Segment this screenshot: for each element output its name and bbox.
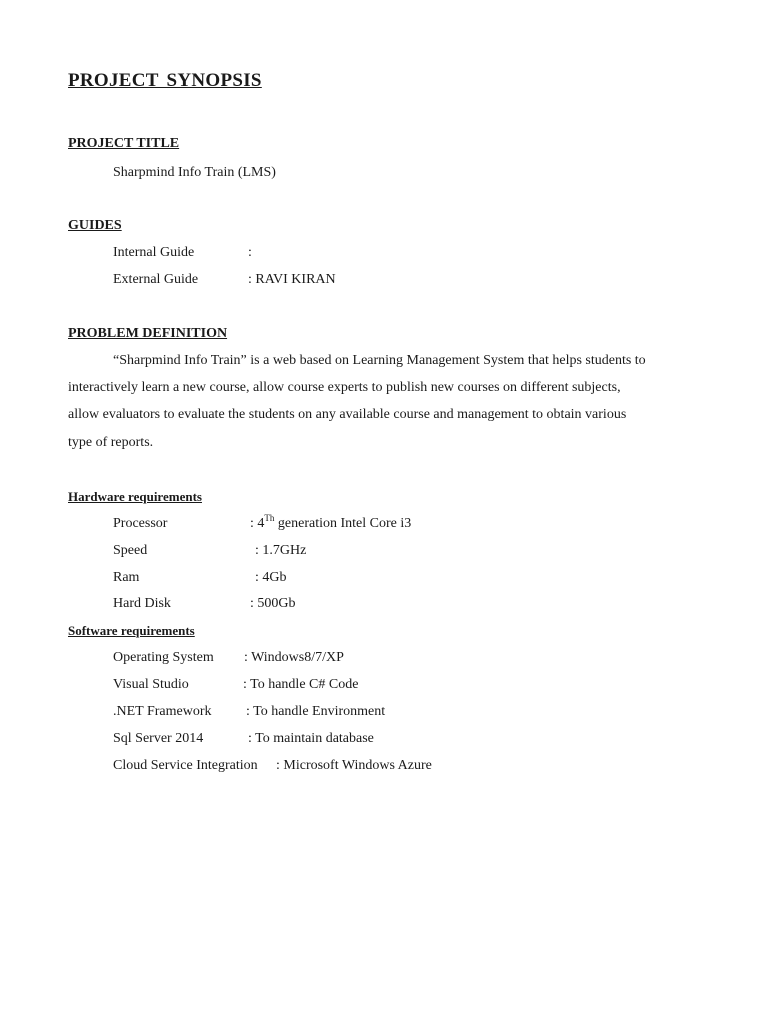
visual-studio-value: : To handle C# Code [243,677,359,692]
speed-label: Speed [113,543,148,558]
processor-value [250,513,412,532]
processor-label: Processor [113,516,168,531]
hard-disk-label: Hard Disk [113,596,171,611]
processor-value-suffix: generation Intel Core i3 [274,516,412,531]
problem-line: interactively learn a new course, allow course experts to publish new courses on different subjects, [68,380,621,395]
project-title-heading: PROJECT TITLE [68,136,180,151]
hard-disk-value: : 500Gb [250,596,296,611]
processor-value-prefix: : 4 [250,516,265,531]
sql-server-label: Sql Server 2014 [113,731,204,746]
guides-heading: GUIDES [68,218,122,233]
project-title-value: Sharpmind Info Train (LMS) [113,165,276,180]
software-heading: Software requirements [68,623,195,638]
dotnet-label: .NET Framework [113,704,212,719]
internal-guide-label: Internal Guide [113,245,195,260]
ram-value: : 4Gb [255,570,287,585]
cloud-value: : Microsoft Windows Azure [276,758,432,773]
cloud-label: Cloud Service Integration [113,758,258,773]
os-value: : Windows8/7/XP [244,650,344,665]
external-guide-value: : RAVI KIRAN [248,272,336,287]
document-title: PROJECT SYNOPSIS [68,70,262,91]
problem-line: allow evaluators to evaluate the students on any available course and management to obtain various [68,407,627,422]
problem-line: “Sharpmind Info Train” is a web based on Learning Management System that helps students to [113,353,646,368]
sql-server-value: : To maintain database [248,731,374,746]
visual-studio-label: Visual Studio [113,677,189,692]
hardware-heading: Hardware requirements [68,489,202,504]
processor-value-sup: Th [264,513,275,523]
external-guide-label: External Guide [113,272,199,287]
internal-guide-value: : [248,245,252,260]
dotnet-value: : To handle Environment [246,704,386,719]
problem-definition-heading: PROBLEM DEFINITION [68,326,228,341]
ram-label: Ram [113,570,140,585]
problem-line: type of reports. [68,435,154,450]
speed-value: : 1.7GHz [255,543,307,558]
os-label: Operating System [113,650,214,665]
